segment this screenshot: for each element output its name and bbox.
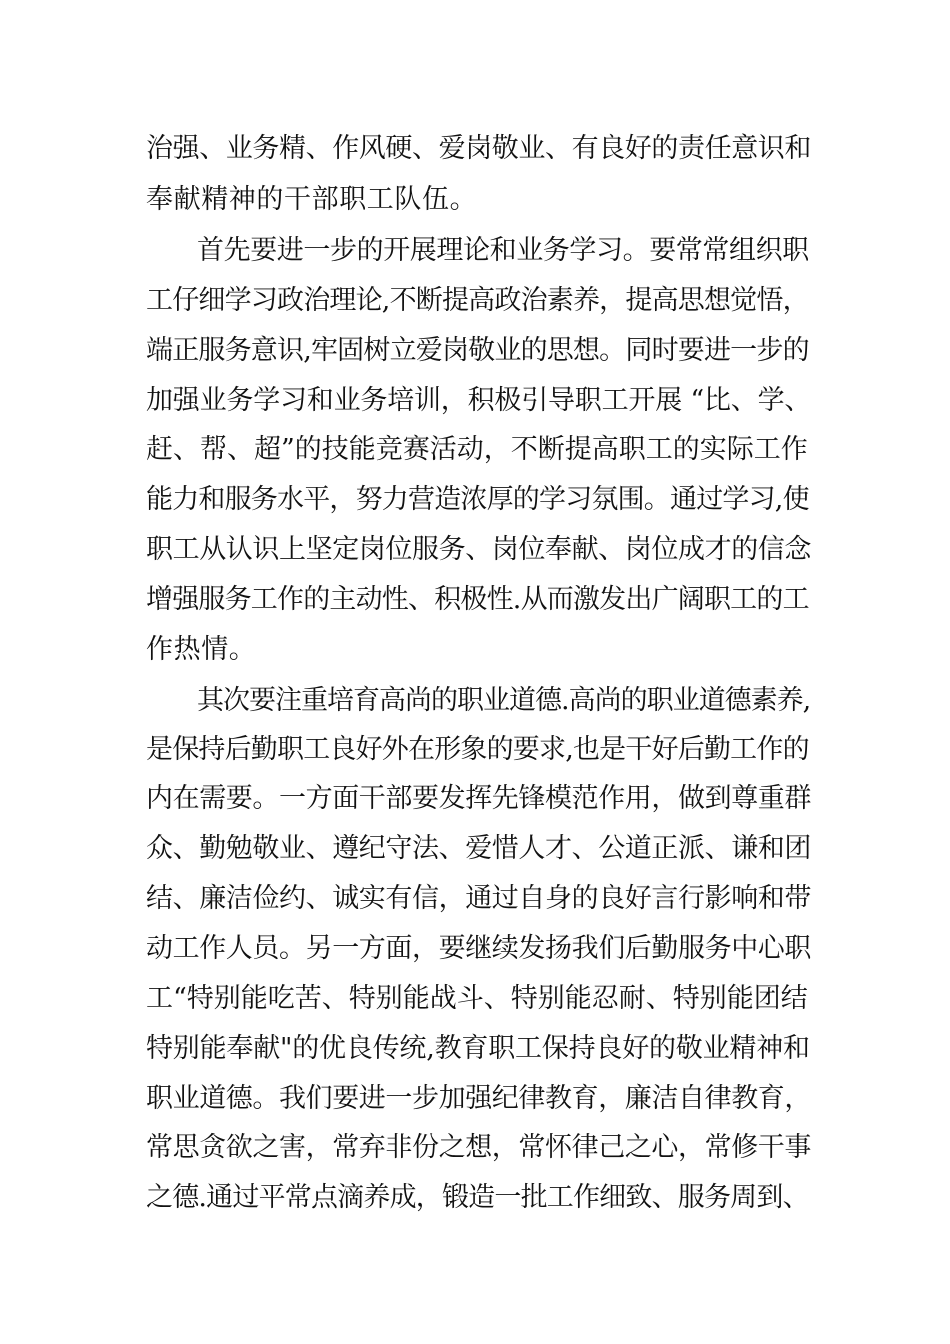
- paragraph-1-start: 首先要进一步的开展理论和业务学习。要常常组织职: [197, 235, 809, 266]
- text-line-2: 奉献精神的干部职工队伍。: [146, 184, 478, 215]
- text-line-6: 加强业务学习和业务培训，积极引导职工开展 “比、学、: [146, 385, 812, 416]
- text-line-1: 治强、业务精、作风硬、爱岗敬业、有良好的责任意识和: [146, 133, 811, 164]
- text-line-16: 结、廉洁俭约、诚实有信，通过自身的良好言行影响和带: [146, 883, 811, 914]
- text-line-5: 端正服务意识,牢固树立爱岗敬业的思想。同时要进一步的: [146, 335, 809, 366]
- text-line-19: 特别能奉献"的优良传统,教育职工保持良好的敬业精神和: [146, 1033, 810, 1064]
- text-line-15: 众、勤勉敬业、遵纪守法、爱惜人才、公道正派、谦和团: [146, 833, 811, 864]
- paragraph-2-start: 其次要注重培育高尚的职业道德.高尚的职业道德素养,: [197, 685, 811, 716]
- text-line-17: 动工作人员。另一方面，要继续发扬我们后勤服务中心职: [146, 933, 811, 964]
- text-line-21: 常思贪欲之害，常弃非份之想，常怀律己之心，常修干事: [146, 1132, 811, 1163]
- text-line-7: 赶、帮、超”的技能竞赛活动，不断提高职工的实际工作: [146, 434, 808, 465]
- text-line-20: 职业道德。我们要进一步加强纪律教育，廉洁自律教育，: [146, 1083, 811, 1114]
- text-line-4: 工仔细学习政治理论,不断提高政治素养，提高思想觉悟，: [146, 285, 809, 316]
- text-line-8: 能力和服务水平，努力营造浓厚的学习氛围。通过学习,使: [146, 484, 809, 515]
- text-line-13: 是保持后勤职工良好外在形象的要求,也是干好后勤工作的: [146, 734, 809, 765]
- text-line-14: 内在需要。一方面干部要发挥先锋模范作用，做到尊重群: [146, 783, 811, 814]
- text-line-10: 增强服务工作的主动性、积极性.从而激发出广阔职工的工: [146, 584, 809, 615]
- text-line-18: 工“特别能吃苦、特别能战斗、特别能忍耐、特别能团结: [146, 983, 808, 1014]
- text-line-22: 之德.通过平常点滴养成，锻造一批工作细致、服务周到、: [146, 1182, 809, 1213]
- text-line-11: 作热情。: [146, 634, 257, 665]
- text-line-9: 职工从认识上坚定岗位服务、岗位奉献、岗位成才的信念: [146, 534, 811, 565]
